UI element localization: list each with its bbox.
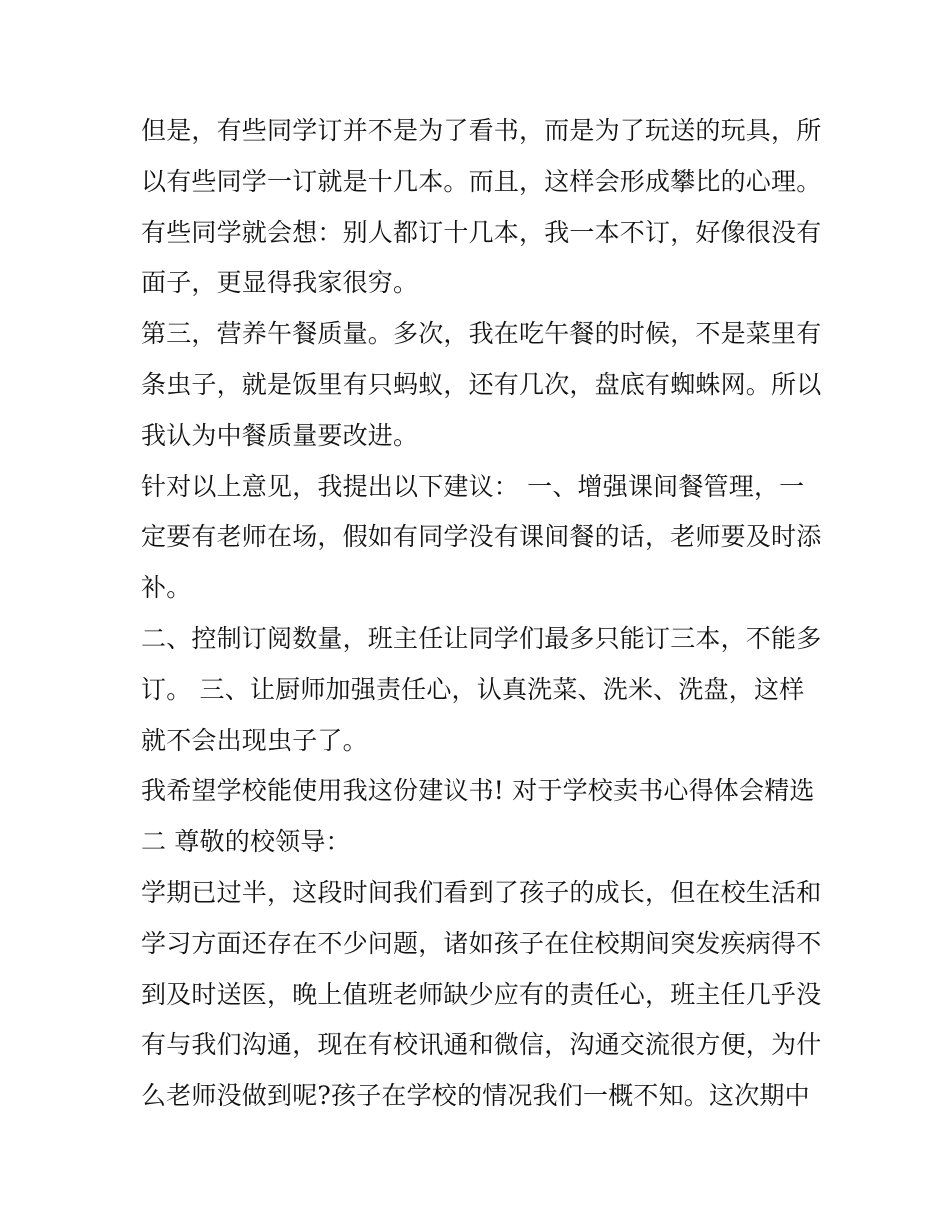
- text-line: 有些同学就会想：别人都订十几本，我一本不订，好像很没有: [141, 217, 822, 247]
- text-line: 到及时送医，晚上值班老师缺少应有的责任心，班主任几乎没: [141, 979, 822, 1009]
- text-line: 我认为中餐质量要改进。: [141, 420, 419, 450]
- text-line: 但是，有些同学订并不是为了看书，而是为了玩送的玩具，所: [141, 116, 822, 145]
- text-line: 订。 三、让厨师加强责任心，认真洗菜、洗米、洗盘，这样: [141, 674, 805, 704]
- text-line: 就不会出现虫子了。: [141, 725, 368, 755]
- text-line: 学习方面还存在不少问题，诸如孩子在住校期间突发疾病得不: [141, 928, 822, 958]
- text-line: 定要有老师在场，假如有同学没有课间餐的话，老师要及时添: [141, 522, 822, 552]
- text-line: 我希望学校能使用我这份建议书! 对于学校卖书心得体会精选: [141, 776, 815, 806]
- text-line: 针对以上意见，我提出以下建议： 一、增强课间餐管理，一: [141, 471, 805, 501]
- text-line: 二 尊敬的校领导：: [141, 827, 351, 857]
- text-line: 条虫子，就是饭里有只蚂蚁，还有几次，盘底有蜘蛛网。所以: [141, 369, 822, 399]
- text-line: 第三，营养午餐质量。多次，我在吃午餐的时候，不是菜里有: [141, 319, 822, 349]
- text-line: 以有些同学一订就是十几本。而且，这样会形成攀比的心理。: [141, 166, 822, 196]
- text-line: 补。: [141, 573, 192, 603]
- text-line: 学期已过半，这段时间我们看到了孩子的成长，但在校生活和: [141, 877, 822, 907]
- document-body: [141, 106, 821, 1122]
- text-line: 么老师没做到呢?孩子在学校的情况我们一概不知。这次期中: [141, 1081, 810, 1111]
- text-line: 有与我们沟通，现在有校讯通和微信，沟通交流很方便，为什: [141, 1030, 822, 1060]
- text-line: 二、控制订阅数量，班主任让同学们最多只能订三本，不能多: [141, 623, 822, 653]
- text-line: 面子，更显得我家很穷。: [141, 268, 419, 298]
